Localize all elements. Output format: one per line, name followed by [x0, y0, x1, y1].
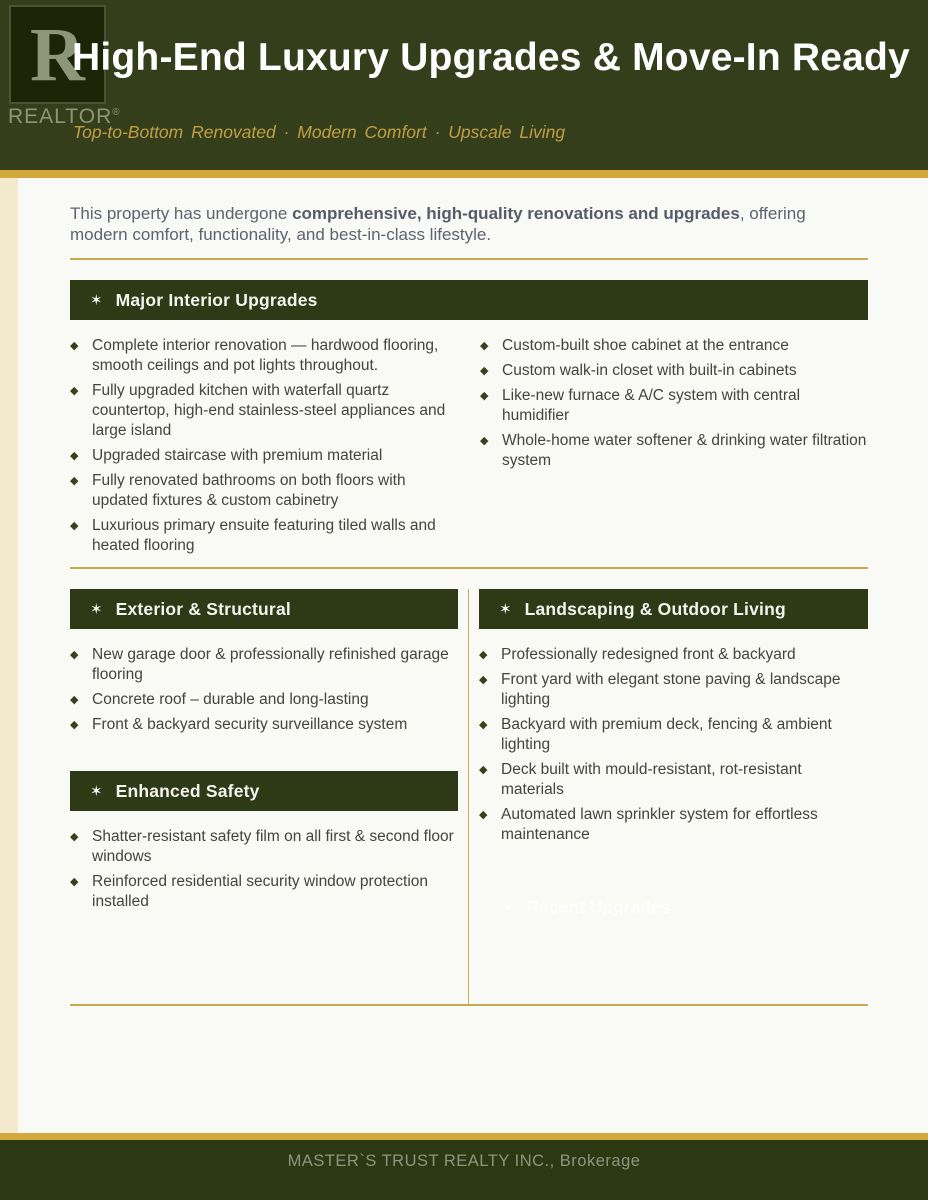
list-item-text: Fully renovated bathrooms on both floors with updated fixtures & custom cabinetry: [92, 472, 406, 509]
diamond-bullet-icon: ◆: [480, 390, 489, 402]
diamond-bullet-icon: ◆: [70, 340, 79, 352]
intro-text-end: , offering modern comfort, functionality, and best-in-class lifestyle.: [70, 204, 806, 244]
list-item: [70, 872, 458, 912]
star-icon: ✶: [499, 601, 512, 618]
section-title: Landscaping & Outdoor Living: [524, 598, 786, 619]
diamond-bullet-icon: ◆: [70, 649, 79, 661]
list-item-text: Like-new furnace & A/C system with central humidifier: [502, 387, 801, 424]
list-item-text: Fully upgraded kitchen with waterfall quartz countertop, high-end stainless-steel appliances and large island: [92, 382, 446, 439]
list-item: [480, 386, 868, 426]
major-interior-list-right: [480, 336, 868, 561]
page-subtitle: Top-to-Bottom Renovated · Modern Comfort · Upscale Living: [73, 122, 566, 142]
list-item-text: Custom-built shoe cabinet at the entrance: [502, 337, 789, 354]
list-item: [70, 336, 458, 376]
section-title: Recent Upgrades: [526, 897, 671, 917]
diamond-bullet-icon: ◆: [479, 674, 488, 686]
gold-divider-middle: [70, 567, 868, 569]
content: [0, 203, 928, 1006]
footer-bar: [0, 1140, 928, 1200]
lower-sections-row: [70, 589, 868, 1004]
section-header-enhanced-safety: [70, 771, 458, 811]
major-interior-list-left: [70, 336, 458, 561]
vertical-gold-divider: [468, 589, 469, 1004]
list-item-text: New garage door & professionally refinished garage flooring: [92, 646, 449, 683]
list-item-text: Complete interior renovation — hardwood flooring, smooth ceilings and pot lights throughout.: [92, 337, 439, 374]
list-item: [70, 446, 458, 466]
intro-bold-text: comprehensive, high-quality renovations and upgrades: [292, 204, 740, 223]
header-gold-stripe: [0, 170, 928, 178]
realtor-logo-r-icon: R: [30, 12, 85, 97]
star-icon: ✶: [90, 601, 103, 618]
star-icon: ✶: [501, 899, 514, 917]
list-item: [70, 645, 458, 685]
intro-paragraph: [70, 203, 868, 245]
list-item: [70, 381, 458, 441]
diamond-bullet-icon: ◆: [70, 694, 79, 706]
diamond-bullet-icon: ◆: [479, 719, 488, 731]
list-item-text: Luxurious primary ensuite featuring tiled walls and heated flooring: [92, 517, 436, 554]
header-banner: [0, 0, 928, 170]
section-title: Enhanced Safety: [115, 780, 260, 801]
list-item-text: Front & backyard security surveillance system: [92, 716, 408, 733]
exterior-list: [70, 645, 458, 735]
list-item-text: Front yard with elegant stone paving & landscape lighting: [501, 671, 841, 708]
realtor-logo-label: REALTOR: [8, 105, 113, 128]
diamond-bullet-icon: ◆: [70, 719, 79, 731]
list-item: [479, 645, 868, 665]
diamond-bullet-icon: ◆: [480, 435, 489, 447]
list-item-text: Reinforced residential security window protection installed: [92, 873, 428, 910]
diamond-bullet-icon: ◆: [479, 809, 488, 821]
safety-list: [70, 827, 458, 912]
list-item: [479, 670, 868, 710]
diamond-bullet-icon: ◆: [480, 340, 489, 352]
left-column: [70, 589, 458, 1004]
section-header-landscaping-outdoor-living: [479, 589, 868, 629]
diamond-bullet-icon: ◆: [70, 450, 79, 462]
section-title: Exterior & Structural: [115, 598, 291, 619]
footer-gold-stripe: [0, 1133, 928, 1140]
list-item-text: Backyard with premium deck, fencing & ambient lighting: [501, 716, 832, 753]
right-column: [479, 589, 868, 1004]
list-item-text: Concrete roof – durable and long-lasting: [92, 691, 369, 708]
intro-text: This property has undergone: [70, 204, 293, 223]
list-item: [70, 715, 458, 735]
list-item-text: Automated lawn sprinkler system for effortless maintenance: [501, 806, 818, 843]
list-item-text: Custom walk-in closet with built-in cabinets: [502, 362, 797, 379]
landscaping-list: [479, 645, 868, 845]
list-item: [70, 516, 458, 556]
major-interior-columns: [70, 336, 868, 561]
list-item: [480, 336, 868, 356]
list-item: [479, 715, 868, 755]
list-item: [70, 690, 458, 710]
diamond-bullet-icon: ◆: [70, 520, 79, 532]
list-item-text: Upgraded staircase with premium material: [92, 447, 383, 464]
gold-divider-top: [70, 258, 868, 260]
star-icon: ✶: [90, 783, 103, 800]
section-title: Major Interior Upgrades: [115, 289, 318, 310]
list-item: [70, 471, 458, 511]
gold-divider-bottom: [70, 1004, 868, 1006]
page-title: High-End Luxury Upgrades & Move-In Ready: [72, 36, 910, 79]
list-item: [70, 827, 458, 867]
list-item-text: Shatter-resistant safety film on all first & second floor windows: [92, 828, 454, 865]
diamond-bullet-icon: ◆: [70, 876, 79, 888]
star-icon: ✶: [90, 292, 103, 309]
diamond-bullet-icon: ◆: [480, 365, 489, 377]
section-header-exterior-structural: [70, 589, 458, 629]
list-item-text: Professionally redesigned front & backyard: [501, 646, 796, 663]
brokerage-name: MASTER`S TRUST REALTY INC., Brokerage: [287, 1152, 641, 1170]
section-header-recent-upgrades-ghost: [479, 897, 868, 918]
diamond-bullet-icon: ◆: [479, 649, 488, 661]
list-item: [479, 760, 868, 800]
diamond-bullet-icon: ◆: [479, 764, 488, 776]
diamond-bullet-icon: ◆: [70, 475, 79, 487]
diamond-bullet-icon: ◆: [70, 385, 79, 397]
list-item-text: Whole-home water softener & drinking water filtration system: [502, 432, 867, 469]
list-item: [480, 431, 868, 471]
section-header-major-interior-upgrades: [70, 280, 868, 320]
list-item-text: Deck built with mould-resistant, rot-resistant materials: [501, 761, 802, 798]
diamond-bullet-icon: ◆: [70, 831, 79, 843]
list-item: [480, 361, 868, 381]
list-item: [479, 805, 868, 845]
registered-mark: ®: [112, 107, 121, 118]
